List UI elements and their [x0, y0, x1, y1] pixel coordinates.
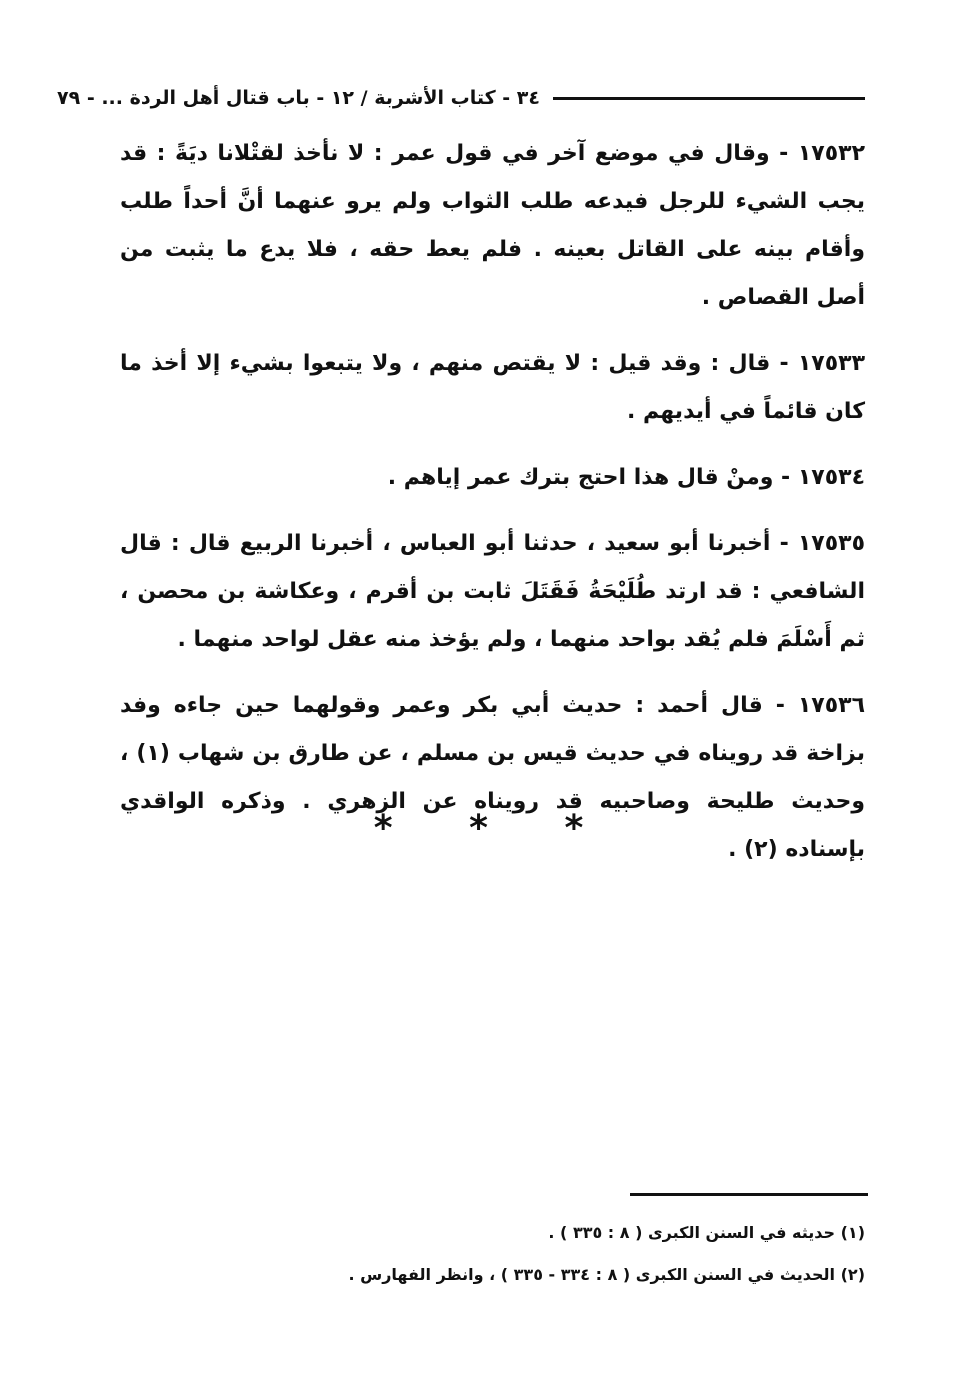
running-header	[57, 78, 865, 118]
running-header-title: ٣٤ - كتاب الأشربة / ١٢ - باب قتال أهل الردة ... - ٧٩	[57, 87, 540, 109]
paragraph-17536: ١٧٥٣٦ - قال أحمد : حديث أبي بكر وعمر وقولهما حين جاءه وفد بزاخة قد رويناه في حديث قيس بن مسلم ، عن طارق بن شهاب (١) ، وحديث طليحة وصاحبيه قد رويناه عن الزهري . وذكره الواقدي بإسناده (٢) .	[120, 693, 865, 862]
header-rule	[553, 97, 865, 100]
paragraph-17532: ١٧٥٣٢ - وقال في موضع آخر في قول عمر : لا نأخذ لقتْلانا ديَةً : قد يجب الشيء للرجل فيدعه طلب الثواب ولم يرو عنهما أنَّ أحداً طلب وأقام بينه على القاتل بعينه . فلم يعط حقه ، فلا يدع ما يثبت من أصل القصاص .	[120, 141, 865, 310]
paragraph-17535: ١٧٥٣٥ - أخبرنا أبو سعيد ، حدثنا أبو العباس ، أخبرنا الربيع قال : قال الشافعي : قد ارتد طُلَيْحَةُ فَقَتَلَ ثابت بن أقرم ، وعكاشة بن محصن ، ثم أَسْلَمَ فلم يُقد بواحد منهما ، ولم يؤخذ منه عقل لواحد منهما .	[120, 531, 865, 652]
footnotes	[120, 1212, 865, 1296]
footnote-rule	[630, 1193, 868, 1196]
paragraph-17534: ١٧٥٣٤ - ومنْ قال هذا احتج بترك عمر إياهم .	[387, 465, 865, 490]
section-separator	[0, 808, 957, 849]
asterisk-mark: *	[564, 808, 584, 849]
footnote-2: (٢) الحديث في السنن الكبرى ( ٨ : ٣٣٤ - ٣٣٥ ) ، وانظر الفهارس .	[348, 1265, 865, 1284]
footnote-1: (١) حديثه في السنن الكبرى ( ٨ : ٣٣٥ ) .	[548, 1223, 865, 1242]
main-text	[120, 130, 865, 892]
asterisk-mark: *	[373, 808, 393, 849]
paragraph-17533: ١٧٥٣٣ - قال : وقد قيل : لا يقتص منهم ، ولا يتبعوا بشيء إلا أخذ ما كان قائماً في أيديهم .	[120, 351, 865, 424]
asterisk-mark: *	[469, 808, 488, 849]
